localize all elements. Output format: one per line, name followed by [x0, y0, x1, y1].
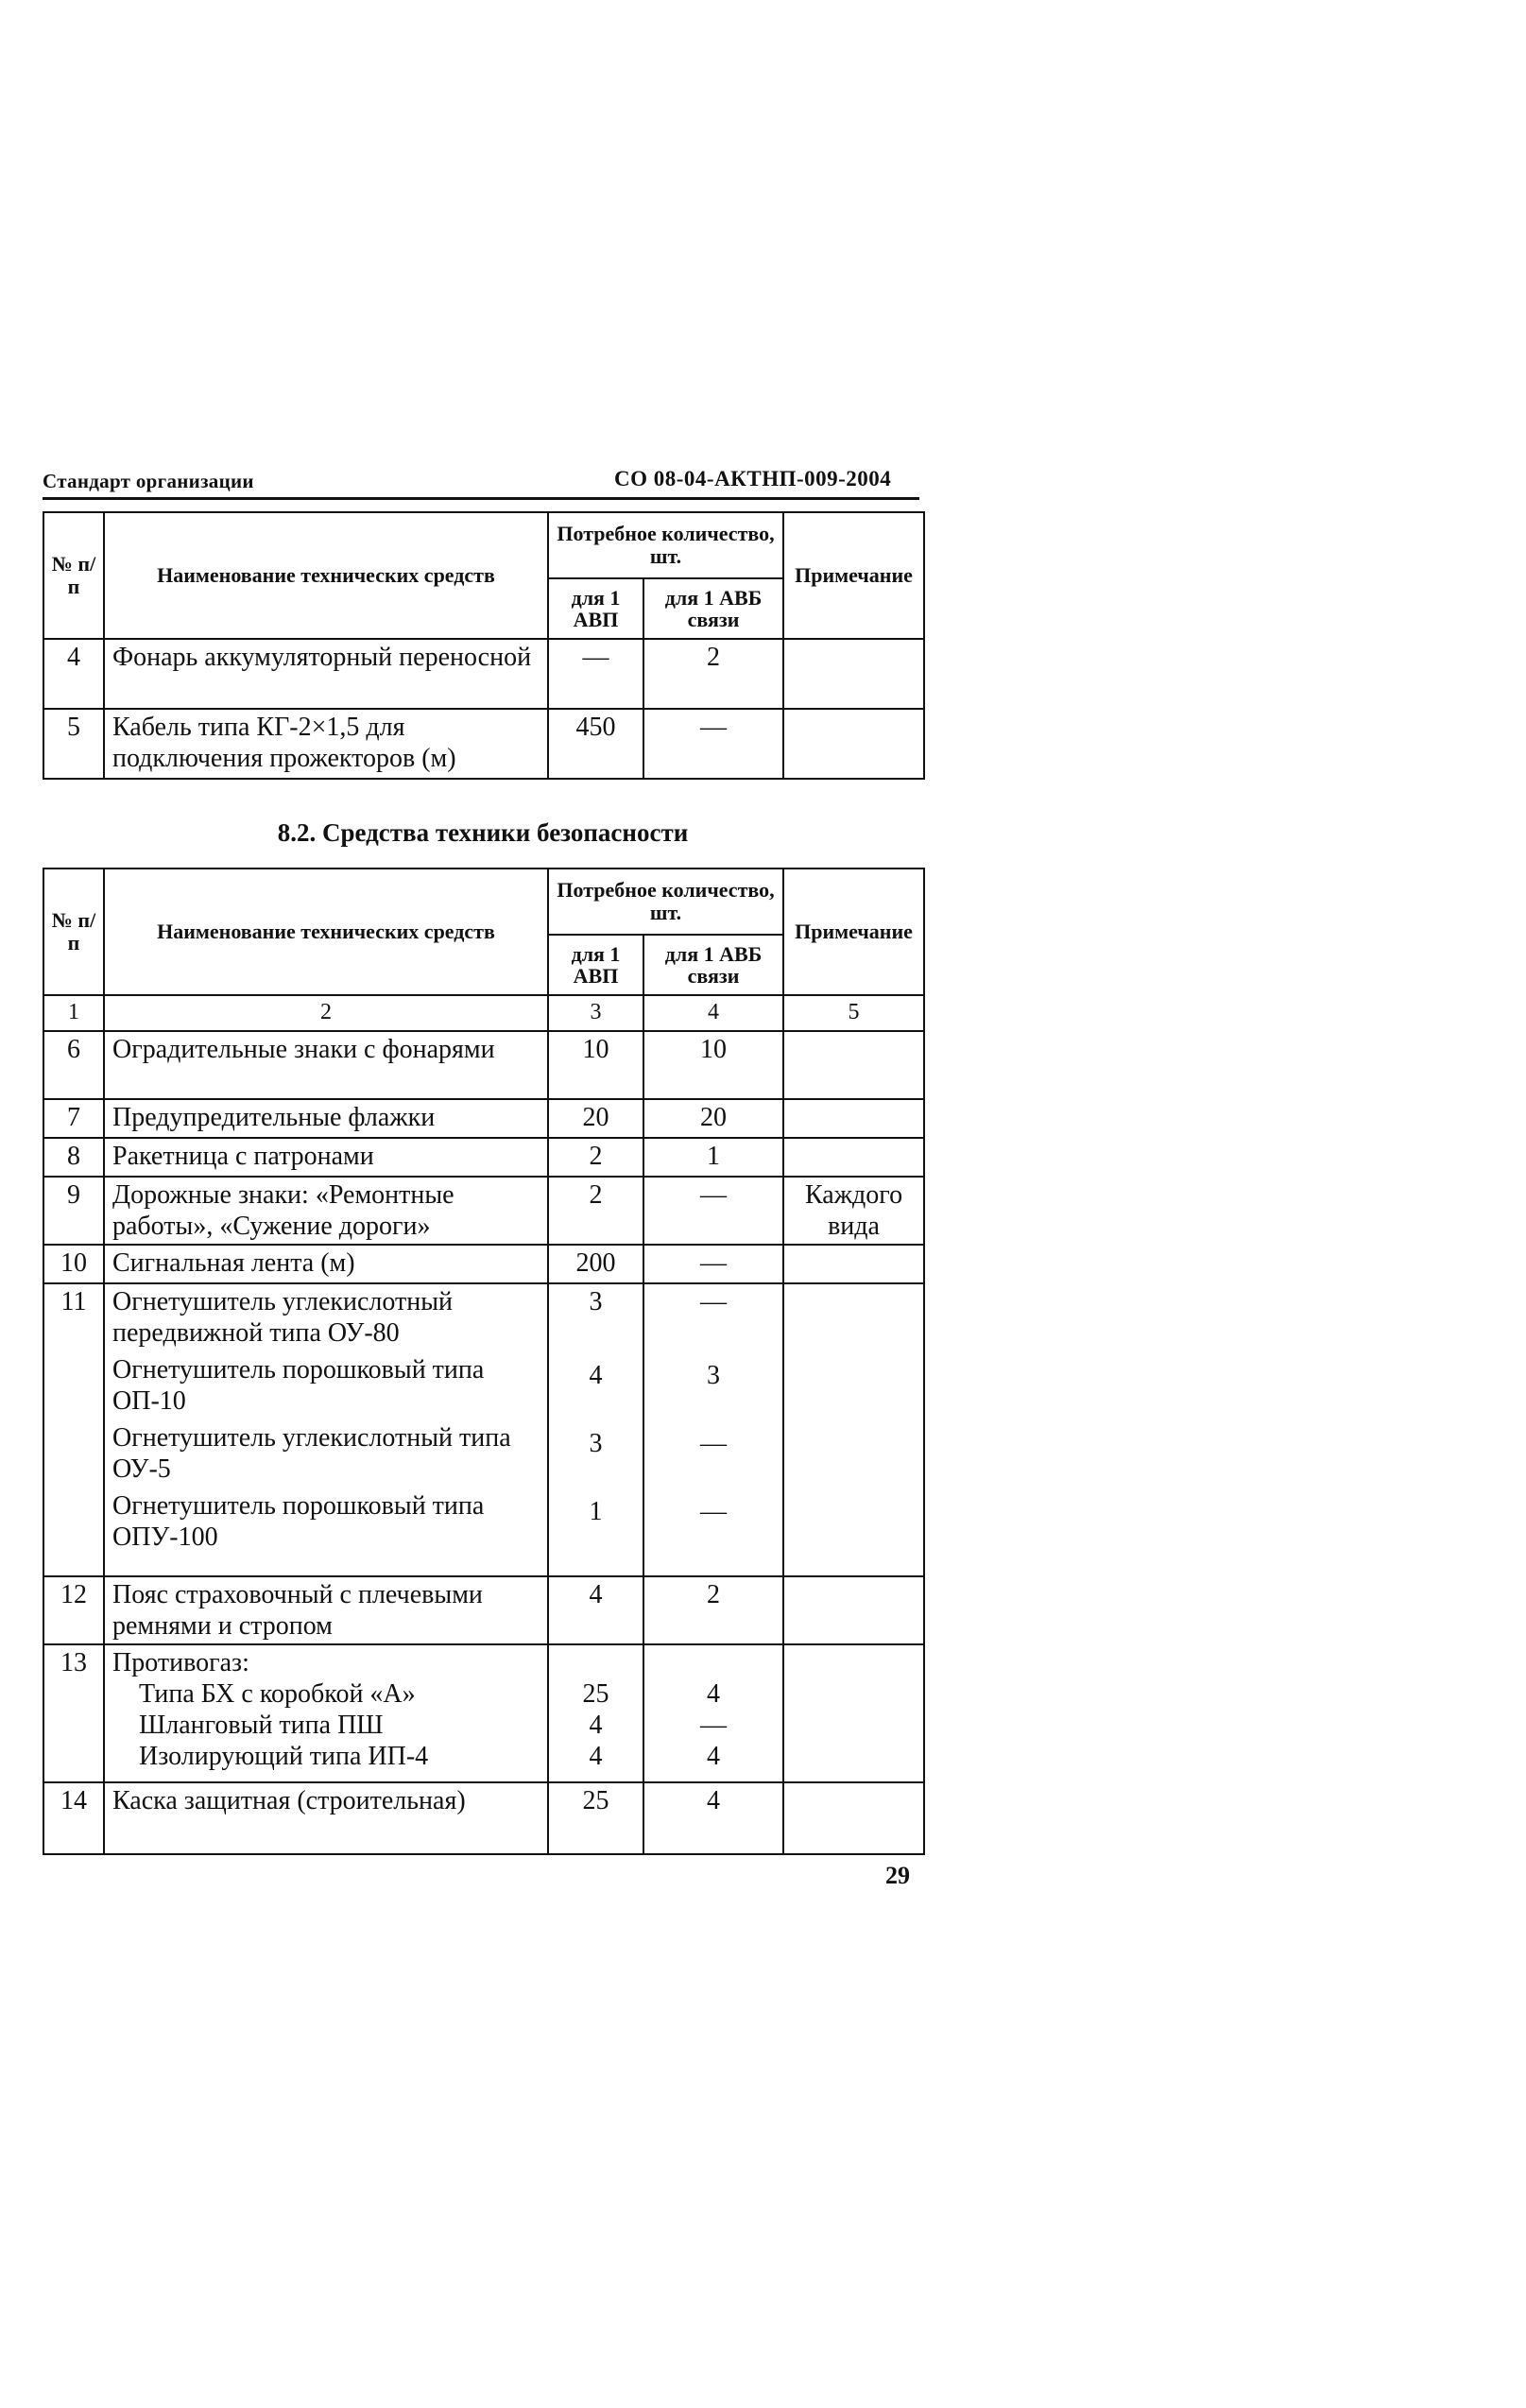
- row-note: [783, 1245, 924, 1283]
- table-row-extinguishers: [43, 1283, 924, 1576]
- col-header-avp: для 1 АВП: [548, 935, 643, 995]
- row-qty-avb: 2: [643, 639, 783, 709]
- row-note: [783, 1576, 924, 1644]
- row-num: 11: [43, 1283, 104, 1576]
- col-number: 5: [783, 995, 924, 1031]
- table-row: [43, 1245, 924, 1283]
- row-qty-avb: —: [643, 1245, 783, 1283]
- extinguisher-qty-avb: 3: [707, 1361, 720, 1390]
- extinguisher-qty-avp: 4: [589, 1361, 603, 1390]
- extinguisher-qty-avp: 3: [589, 1287, 603, 1316]
- col-header-note: Примечание: [783, 512, 924, 639]
- col-header-avb: для 1 АВБ связи: [643, 578, 783, 639]
- row-note: [783, 709, 924, 779]
- row-note: [783, 1782, 924, 1854]
- row-note: [783, 639, 924, 709]
- gas-mask-qty-avp: 25: [582, 1679, 609, 1709]
- col-header-name: Наименование технических средств: [104, 869, 548, 995]
- row-name: Фонарь аккумуляторный переносной: [104, 639, 548, 709]
- gas-mask-qty-avb: 4: [707, 1742, 720, 1771]
- row-qty-avb: 20: [643, 1099, 783, 1138]
- col-header-note: Примечание: [783, 869, 924, 995]
- extinguisher-qty-avp: 3: [589, 1429, 603, 1458]
- row-name: Ракетница с патронами: [104, 1138, 548, 1177]
- col-number: 1: [43, 995, 104, 1031]
- col-header-num: № п/п: [43, 512, 104, 639]
- extinguisher-name: Огнетушитель порошковый типа ОПУ-100: [112, 1491, 485, 1552]
- row-qty-avb: 1: [643, 1138, 783, 1177]
- row-qty-avp: 20: [548, 1099, 643, 1138]
- row-name: Дорожные знаки: «Ремонтные работы», «Сужение дороги»: [104, 1177, 548, 1245]
- row-qty-avp: 2: [548, 1138, 643, 1177]
- col-header-name: Наименование технических средств: [104, 512, 548, 639]
- row-num: 5: [43, 709, 104, 779]
- col-header-avb: для 1 АВБ связи: [643, 935, 783, 995]
- table-row: [43, 1138, 924, 1177]
- gas-mask-name: Изолирующий типа ИП-4: [139, 1742, 429, 1771]
- row-qty-avp: 450: [548, 709, 643, 779]
- row-name: Пояс страховочный с плечевыми ремнями и стропом: [104, 1576, 548, 1644]
- row-num: 8: [43, 1138, 104, 1177]
- safety-equipment-table: [43, 868, 925, 1855]
- table-row-gas-masks: [43, 1644, 924, 1782]
- column-number-row: [43, 995, 924, 1031]
- row-note: [783, 1283, 924, 1576]
- col-number: 2: [104, 995, 548, 1031]
- extinguisher-qty-avb: —: [700, 1429, 727, 1458]
- row-qty-avp: 2: [548, 1177, 643, 1245]
- row-note: [783, 1099, 924, 1138]
- equipment-table-continued: [43, 511, 925, 780]
- gas-mask-qty-avp: 4: [589, 1711, 603, 1740]
- row-qty-avb: 2: [643, 1576, 783, 1644]
- row-note: [783, 1644, 924, 1782]
- row-qty-avp: 10: [548, 1031, 643, 1099]
- page-number: 29: [885, 1862, 910, 1889]
- row-qty-avb: —: [643, 1177, 783, 1245]
- row-qty-avb: —: [643, 709, 783, 779]
- gas-mask-qty-avp: 4: [589, 1742, 603, 1771]
- row-num: 10: [43, 1245, 104, 1283]
- table-row: [43, 1177, 924, 1245]
- table-row: [43, 1576, 924, 1644]
- extinguisher-name: Огнетушитель углекислотный передвижной типа ОУ-80: [112, 1287, 454, 1348]
- gas-mask-name: Шланговый типа ПШ: [139, 1711, 384, 1740]
- row-name: Предупредительные флажки: [104, 1099, 548, 1138]
- gas-mask-qty-avb: —: [700, 1711, 727, 1740]
- table-row: [43, 709, 924, 779]
- table-row: [43, 639, 924, 709]
- gas-mask-qty-avb: 4: [707, 1679, 720, 1709]
- extinguisher-name: Огнетушитель углекислотный типа ОУ-5: [112, 1423, 511, 1484]
- col-header-num: № п/п: [43, 869, 104, 995]
- row-qty-avp: 4: [548, 1576, 643, 1644]
- row-name: Оградительные знаки с фонарями: [104, 1031, 548, 1099]
- col-number: 4: [643, 995, 783, 1031]
- row-num: 6: [43, 1031, 104, 1099]
- row-qty-avp-list: [548, 1644, 643, 1782]
- row-qty-avb-list: [643, 1283, 783, 1576]
- col-header-qty: Потребное количество, шт.: [548, 869, 783, 935]
- row-qty-avb: 4: [643, 1782, 783, 1854]
- extinguisher-qty-avp: 1: [589, 1497, 603, 1526]
- row-name: Сигнальная лента (м): [104, 1245, 548, 1283]
- row-name: Кабель типа КГ-2×1,5 для подключения прожекторов (м): [104, 709, 548, 779]
- row-qty-avp-list: [548, 1283, 643, 1576]
- header-rule: [43, 497, 919, 500]
- gas-mask-title: Противогаз:: [112, 1648, 249, 1677]
- row-note: Каждого вида: [783, 1177, 924, 1245]
- table-row: [43, 1782, 924, 1854]
- col-header-qty: Потребное количество, шт.: [548, 512, 783, 578]
- row-num: 12: [43, 1576, 104, 1644]
- row-qty-avp: 200: [548, 1245, 643, 1283]
- row-num: 14: [43, 1782, 104, 1854]
- row-name-list: [104, 1283, 548, 1576]
- row-note: [783, 1031, 924, 1099]
- org-label: Стандарт организации: [43, 470, 254, 492]
- extinguisher-qty-avb: —: [700, 1497, 727, 1526]
- table-row: [43, 1031, 924, 1099]
- row-qty-avp: —: [548, 639, 643, 709]
- gas-mask-name: Типа БХ с коробкой «А»: [139, 1679, 416, 1709]
- table-row: [43, 1099, 924, 1138]
- section-title: 8.2. Средства техники безопасности: [277, 818, 689, 847]
- row-num: 13: [43, 1644, 104, 1782]
- row-num: 7: [43, 1099, 104, 1138]
- col-number: 3: [548, 995, 643, 1031]
- row-qty-avb: 10: [643, 1031, 783, 1099]
- extinguisher-qty-avb: —: [700, 1287, 727, 1316]
- doc-code: СО 08-04-АКТНП-009-2004: [614, 467, 892, 490]
- row-name-list: [104, 1644, 548, 1782]
- row-num: 9: [43, 1177, 104, 1245]
- col-header-avp: для 1 АВП: [548, 578, 643, 639]
- extinguisher-name: Огнетушитель порошковый типа ОП-10: [112, 1355, 485, 1416]
- row-qty-avp: 25: [548, 1782, 643, 1854]
- row-qty-avb-list: [643, 1644, 783, 1782]
- row-name: Каска защитная (строительная): [104, 1782, 548, 1854]
- row-num: 4: [43, 639, 104, 709]
- row-note: [783, 1138, 924, 1177]
